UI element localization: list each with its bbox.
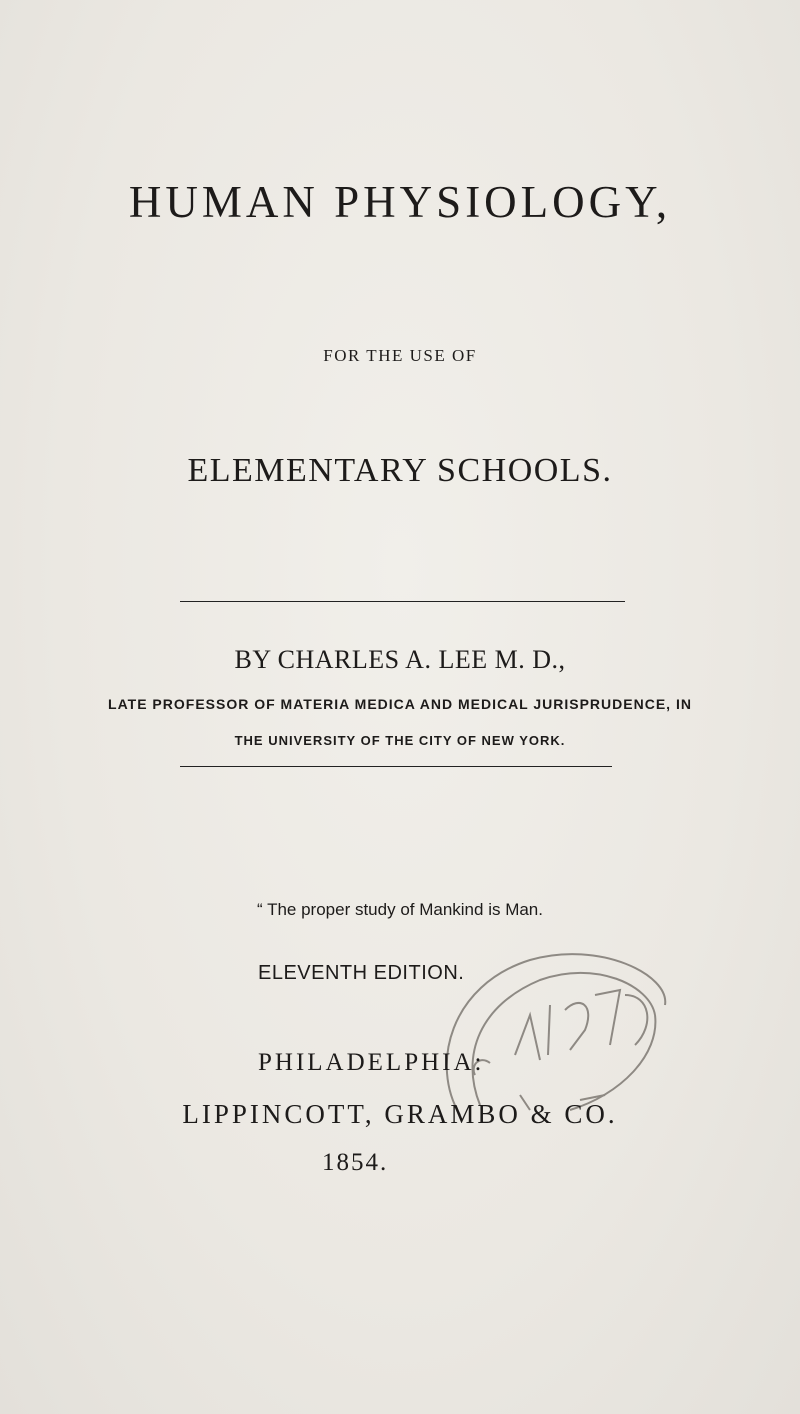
author-line: BY CHARLES A. LEE M. D., (234, 645, 566, 674)
book-title: HUMAN PHYSIOLOGY, (128, 177, 672, 227)
author-office-line-1: LATE PROFESSOR OF MATERIA MEDICA AND MEDICAL JURISPRUDENCE, IN (108, 696, 692, 712)
imprint-publisher: LIPPINCOTT, GRAMBO & CO. (182, 1099, 618, 1129)
divider-rule-bottom (180, 766, 612, 767)
divider-rule-top (180, 601, 625, 602)
epigraph: “ The proper study of Mankind is Man. (257, 900, 543, 919)
subtitle-line-2: ELEMENTARY SCHOOLS. (187, 452, 613, 489)
imprint-city: PHILADELPHIA: (258, 1049, 485, 1076)
author-office-line-2: THE UNIVERSITY OF THE CITY OF NEW YORK. (234, 733, 566, 748)
imprint-year: 1854. (322, 1149, 389, 1176)
edition-statement: ELEVENTH EDITION. (258, 962, 465, 984)
subtitle-line-1: FOR THE USE OF (323, 346, 477, 365)
